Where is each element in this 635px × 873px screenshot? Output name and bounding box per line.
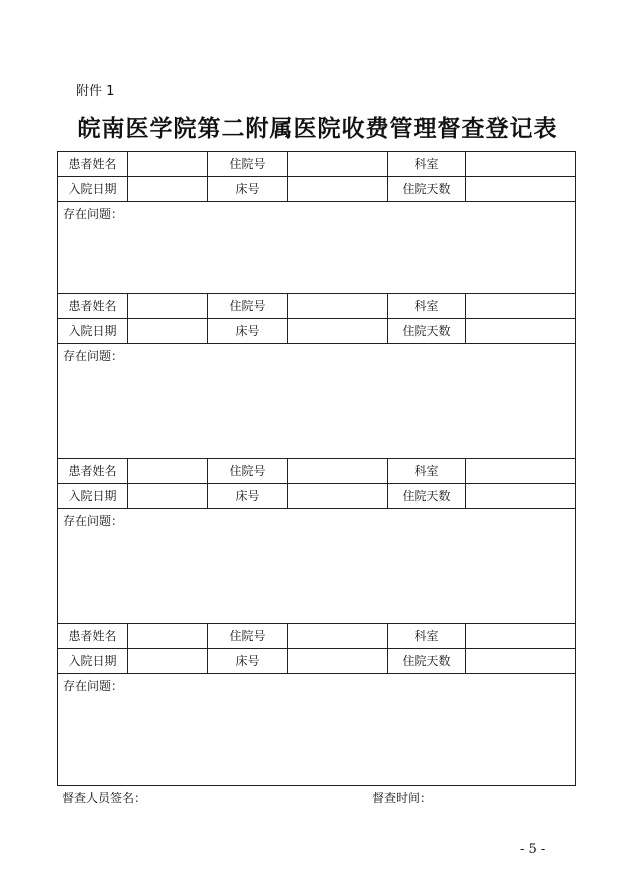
days-in-hospital-label: 住院天数 xyxy=(388,177,466,201)
admission-no-label: 住院号 xyxy=(208,624,288,648)
issues-area[interactable] xyxy=(58,674,575,786)
department-field[interactable] xyxy=(466,294,575,318)
issues-area[interactable] xyxy=(58,202,575,293)
record-row-patient xyxy=(58,152,575,177)
admission-no-field[interactable] xyxy=(288,152,388,176)
record-row-admission xyxy=(58,319,575,344)
bed-no-field[interactable] xyxy=(288,484,388,508)
issues-area[interactable] xyxy=(58,509,575,624)
department-field[interactable] xyxy=(466,459,575,483)
bed-no-field[interactable] xyxy=(288,177,388,201)
admission-no-label: 住院号 xyxy=(208,294,288,318)
issues-label: 存在问题： xyxy=(63,514,124,528)
issues-area[interactable] xyxy=(58,344,575,459)
bed-no-label: 床号 xyxy=(208,319,288,343)
admission-date-label: 入院日期 xyxy=(58,319,128,343)
admission-no-field[interactable] xyxy=(288,459,388,483)
page-number: - 5 - xyxy=(520,842,546,857)
admission-date-label: 入院日期 xyxy=(58,177,128,201)
department-label: 科室 xyxy=(388,152,466,176)
days-in-hospital-label: 住院天数 xyxy=(388,319,466,343)
admission-date-label: 入院日期 xyxy=(58,484,128,508)
admission-no-label: 住院号 xyxy=(208,152,288,176)
days-in-hospital-label: 住院天数 xyxy=(388,649,466,673)
attachment-label: 附件 1 xyxy=(76,84,115,99)
department-label: 科室 xyxy=(388,459,466,483)
department-label: 科室 xyxy=(388,624,466,648)
record-row-patient xyxy=(58,624,575,649)
admission-no-field[interactable] xyxy=(288,294,388,318)
record-block xyxy=(58,293,575,459)
document-title: 皖南医学院第二附属医院收费管理督查登记表 xyxy=(77,115,558,142)
record-row-admission xyxy=(58,484,575,509)
patient-name-field[interactable] xyxy=(128,294,208,318)
bed-no-label: 床号 xyxy=(208,177,288,201)
issues-label: 存在问题： xyxy=(63,207,124,221)
department-label: 科室 xyxy=(388,294,466,318)
record-block xyxy=(58,623,575,786)
patient-name-label: 患者姓名 xyxy=(58,624,128,648)
record-row-admission xyxy=(58,177,575,202)
patient-name-label: 患者姓名 xyxy=(58,459,128,483)
department-field[interactable] xyxy=(466,152,575,176)
days-in-hospital-label: 住院天数 xyxy=(388,484,466,508)
record-block xyxy=(58,458,575,624)
patient-name-field[interactable] xyxy=(128,459,208,483)
registration-form xyxy=(57,151,576,786)
bed-no-label: 床号 xyxy=(208,484,288,508)
patient-name-label: 患者姓名 xyxy=(58,152,128,176)
days-in-hospital-field[interactable] xyxy=(466,649,575,673)
record-row-patient xyxy=(58,459,575,484)
patient-name-label: 患者姓名 xyxy=(58,294,128,318)
days-in-hospital-field[interactable] xyxy=(466,177,575,201)
inspection-time-label: 督查时间： xyxy=(372,791,433,805)
admission-no-field[interactable] xyxy=(288,624,388,648)
admission-date-label: 入院日期 xyxy=(58,649,128,673)
record-row-admission xyxy=(58,649,575,674)
bed-no-label: 床号 xyxy=(208,649,288,673)
issues-label: 存在问题： xyxy=(63,349,124,363)
admission-date-field[interactable] xyxy=(128,484,208,508)
issues-label: 存在问题： xyxy=(63,679,124,693)
record-row-patient xyxy=(58,294,575,319)
admission-date-field[interactable] xyxy=(128,649,208,673)
patient-name-field[interactable] xyxy=(128,624,208,648)
days-in-hospital-field[interactable] xyxy=(466,319,575,343)
bed-no-field[interactable] xyxy=(288,649,388,673)
patient-name-field[interactable] xyxy=(128,152,208,176)
admission-date-field[interactable] xyxy=(128,177,208,201)
admission-date-field[interactable] xyxy=(128,319,208,343)
admission-no-label: 住院号 xyxy=(208,459,288,483)
days-in-hospital-field[interactable] xyxy=(466,484,575,508)
bed-no-field[interactable] xyxy=(288,319,388,343)
record-block xyxy=(58,152,575,293)
department-field[interactable] xyxy=(466,624,575,648)
inspector-signature-label: 督查人员签名： xyxy=(62,791,147,805)
